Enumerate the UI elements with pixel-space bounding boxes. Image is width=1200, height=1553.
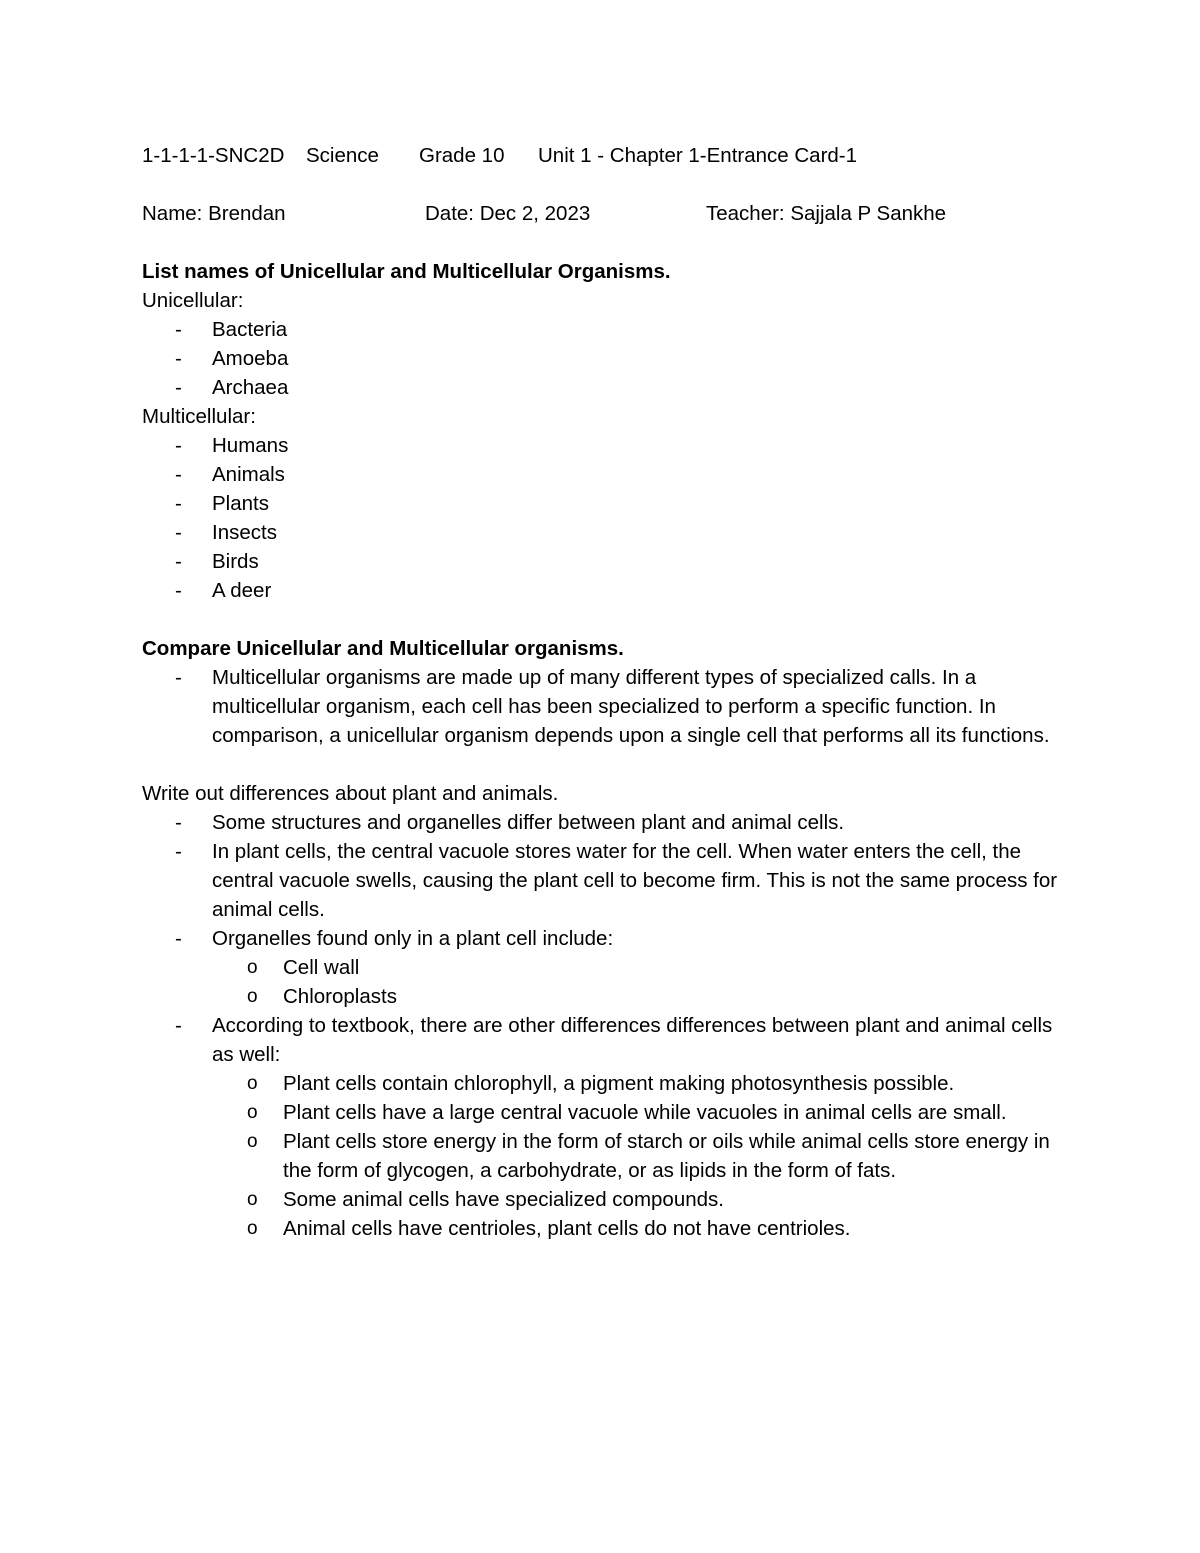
list-item: - Some structures and organelles differ between plant and animal cells. [142, 808, 1072, 837]
list-item: - Plants [142, 489, 1072, 518]
dash-marker: - [175, 579, 182, 602]
multicellular-label: Multicellular: [142, 405, 256, 428]
dash-marker: - [175, 376, 182, 399]
list-item: - Insects [142, 518, 1072, 547]
list-item: - Humans [142, 431, 1072, 460]
circle-bullet-icon: o [247, 957, 258, 978]
unit-title: Unit 1 - Chapter 1-Entrance Card-1 [538, 144, 858, 167]
list-item: - According to textbook, there are other differences differences between plant and animal cells as well: [142, 1011, 1072, 1069]
list-item: - Bacteria [142, 315, 1072, 344]
dash-marker: - [175, 550, 182, 573]
teacher: Teacher: Sajjala P Sankhe [706, 202, 947, 225]
grade: Grade 10 [419, 144, 505, 167]
sub-list-item: o Plant cells have a large central vacuole while vacuoles in animal cells are small. [142, 1098, 1072, 1127]
section2-heading: Compare Unicellular and Multicellular organisms. [142, 637, 624, 660]
list-item: - Archaea [142, 373, 1072, 402]
dash-marker: - [175, 840, 182, 863]
student-name: Name: Brendan [142, 202, 286, 225]
sub-list-item: o Some animal cells have specialized compounds. [142, 1185, 1072, 1214]
dash-marker: - [175, 434, 182, 457]
document-page [142, 141, 1072, 1243]
dash-marker: - [175, 1014, 182, 1037]
circle-bullet-icon: o [247, 1073, 258, 1094]
dash-marker: - [175, 927, 182, 950]
circle-bullet-icon: o [247, 1131, 258, 1152]
dash-marker: - [175, 666, 182, 689]
list-item: - Multicellular organisms are made up of many different types of specialized calls. In a multicellular organism, each cell has been specialized to perform a specific function. In comparison, a unicellular organism depends upon a single cell that performs all its functions. [142, 663, 1072, 750]
list-item: - Birds [142, 547, 1072, 576]
date: Date: Dec 2, 2023 [425, 202, 591, 225]
list-item: - Amoeba [142, 344, 1072, 373]
dash-marker: - [175, 521, 182, 544]
dash-marker: - [175, 811, 182, 834]
dash-marker: - [175, 463, 182, 486]
list-item: - In plant cells, the central vacuole stores water for the cell. When water enters the cell, the central vacuole swells, causing the plant cell to become firm. This is not the same process for animal cells. [142, 837, 1072, 924]
unicellular-label: Unicellular: [142, 289, 244, 312]
document-header [142, 141, 1072, 170]
list-item: - Organelles found only in a plant cell include: [142, 924, 1072, 953]
subject: Science [306, 144, 379, 167]
sub-list-item: o Animal cells have centrioles, plant cells do not have centrioles. [142, 1214, 1072, 1243]
circle-bullet-icon: o [247, 986, 258, 1007]
sub-list-item: o Plant cells store energy in the form of starch or oils while animal cells store energy in the form of glycogen, a carbohydrate, or as lipids in the form of fats. [142, 1127, 1072, 1185]
section3-heading: Write out differences about plant and animals. [142, 782, 559, 805]
course-code: 1-1-1-1-SNC2D [142, 144, 285, 167]
info-row [142, 199, 1072, 228]
dash-marker: - [175, 492, 182, 515]
list-item: - Animals [142, 460, 1072, 489]
list-item: - A deer [142, 576, 1072, 605]
dash-marker: - [175, 318, 182, 341]
circle-bullet-icon: o [247, 1102, 258, 1123]
dash-marker: - [175, 347, 182, 370]
sub-list-item: o Plant cells contain chlorophyll, a pigment making photosynthesis possible. [142, 1069, 1072, 1098]
circle-bullet-icon: o [247, 1218, 258, 1239]
sub-list-item: o Chloroplasts [142, 982, 1072, 1011]
sub-list-item: o Cell wall [142, 953, 1072, 982]
section1-heading: List names of Unicellular and Multicellular Organisms. [142, 260, 671, 283]
circle-bullet-icon: o [247, 1189, 258, 1210]
